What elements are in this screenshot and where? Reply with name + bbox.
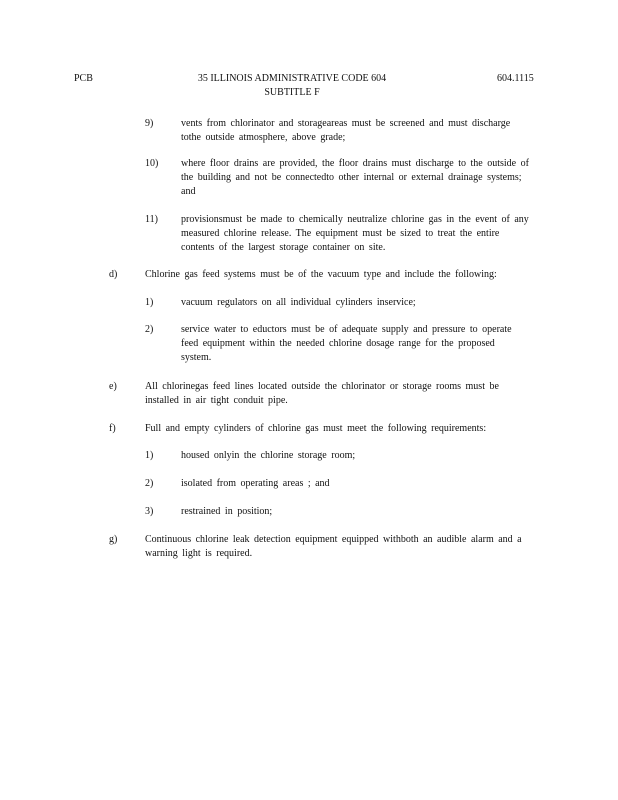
item-label: 10) xyxy=(145,158,159,169)
item-text: where floor drains are provided, the floor drains must discharge to the outside of the building and not be connectedto other internal or external drainage systems; and xyxy=(181,158,529,197)
header-subtitle-line: SUBTITLE F xyxy=(264,87,320,98)
item-text: housed onlyin the chlorine storage room; xyxy=(181,450,356,461)
item-label: 1) xyxy=(145,450,154,461)
item-text: Continuous chlorine leak detection equipment equipped withboth an audible alarm and a warning light is required. xyxy=(145,534,522,559)
item-label: d) xyxy=(109,269,118,280)
item-label: 1) xyxy=(145,297,154,308)
item-text: vents from chlorinator and storageareas must be screened and must discharge tothe outside atmosphere, above grade; xyxy=(181,118,511,143)
item-text: All chlorinegas feed lines located outside the chlorinator or storage rooms must be installed in air tight conduit pipe. xyxy=(145,381,499,406)
item-text: Chlorine gas feed systems must be of the vacuum type and include the following: xyxy=(145,269,497,280)
item-label: 3) xyxy=(145,506,154,517)
header-section-number: 604.1115 xyxy=(497,73,534,84)
item-text: provisionsmust be made to chemically neutralize chlorine gas in the event of any measured chlorine release. The equipment must be sized to treat the entire contents of the largest storage container on site. xyxy=(181,214,529,253)
item-label: 2) xyxy=(145,478,154,489)
header-agency: PCB xyxy=(74,73,93,84)
item-label: 9) xyxy=(145,118,154,129)
item-label: g) xyxy=(109,534,118,545)
header-title xyxy=(176,72,408,100)
item-label: e) xyxy=(109,381,117,392)
item-label: 2) xyxy=(145,324,154,335)
item-text: service water to eductors must be of adequate supply and pressure to operate feed equipment within the needed chlorine dosage range for the proposed system. xyxy=(181,324,512,363)
item-text: vacuum regulators on all individual cylinders inservice; xyxy=(181,297,416,308)
header-code-line: 35 ILLINOIS ADMINISTRATIVE CODE 604 xyxy=(197,73,387,84)
item-text: restrained in position; xyxy=(181,506,273,517)
item-text: isolated from operating areas ; and xyxy=(181,478,330,489)
item-label: 11) xyxy=(145,214,158,225)
item-label: f) xyxy=(109,423,116,434)
item-text: Full and empty cylinders of chlorine gas must meet the following requirements: xyxy=(145,423,487,434)
